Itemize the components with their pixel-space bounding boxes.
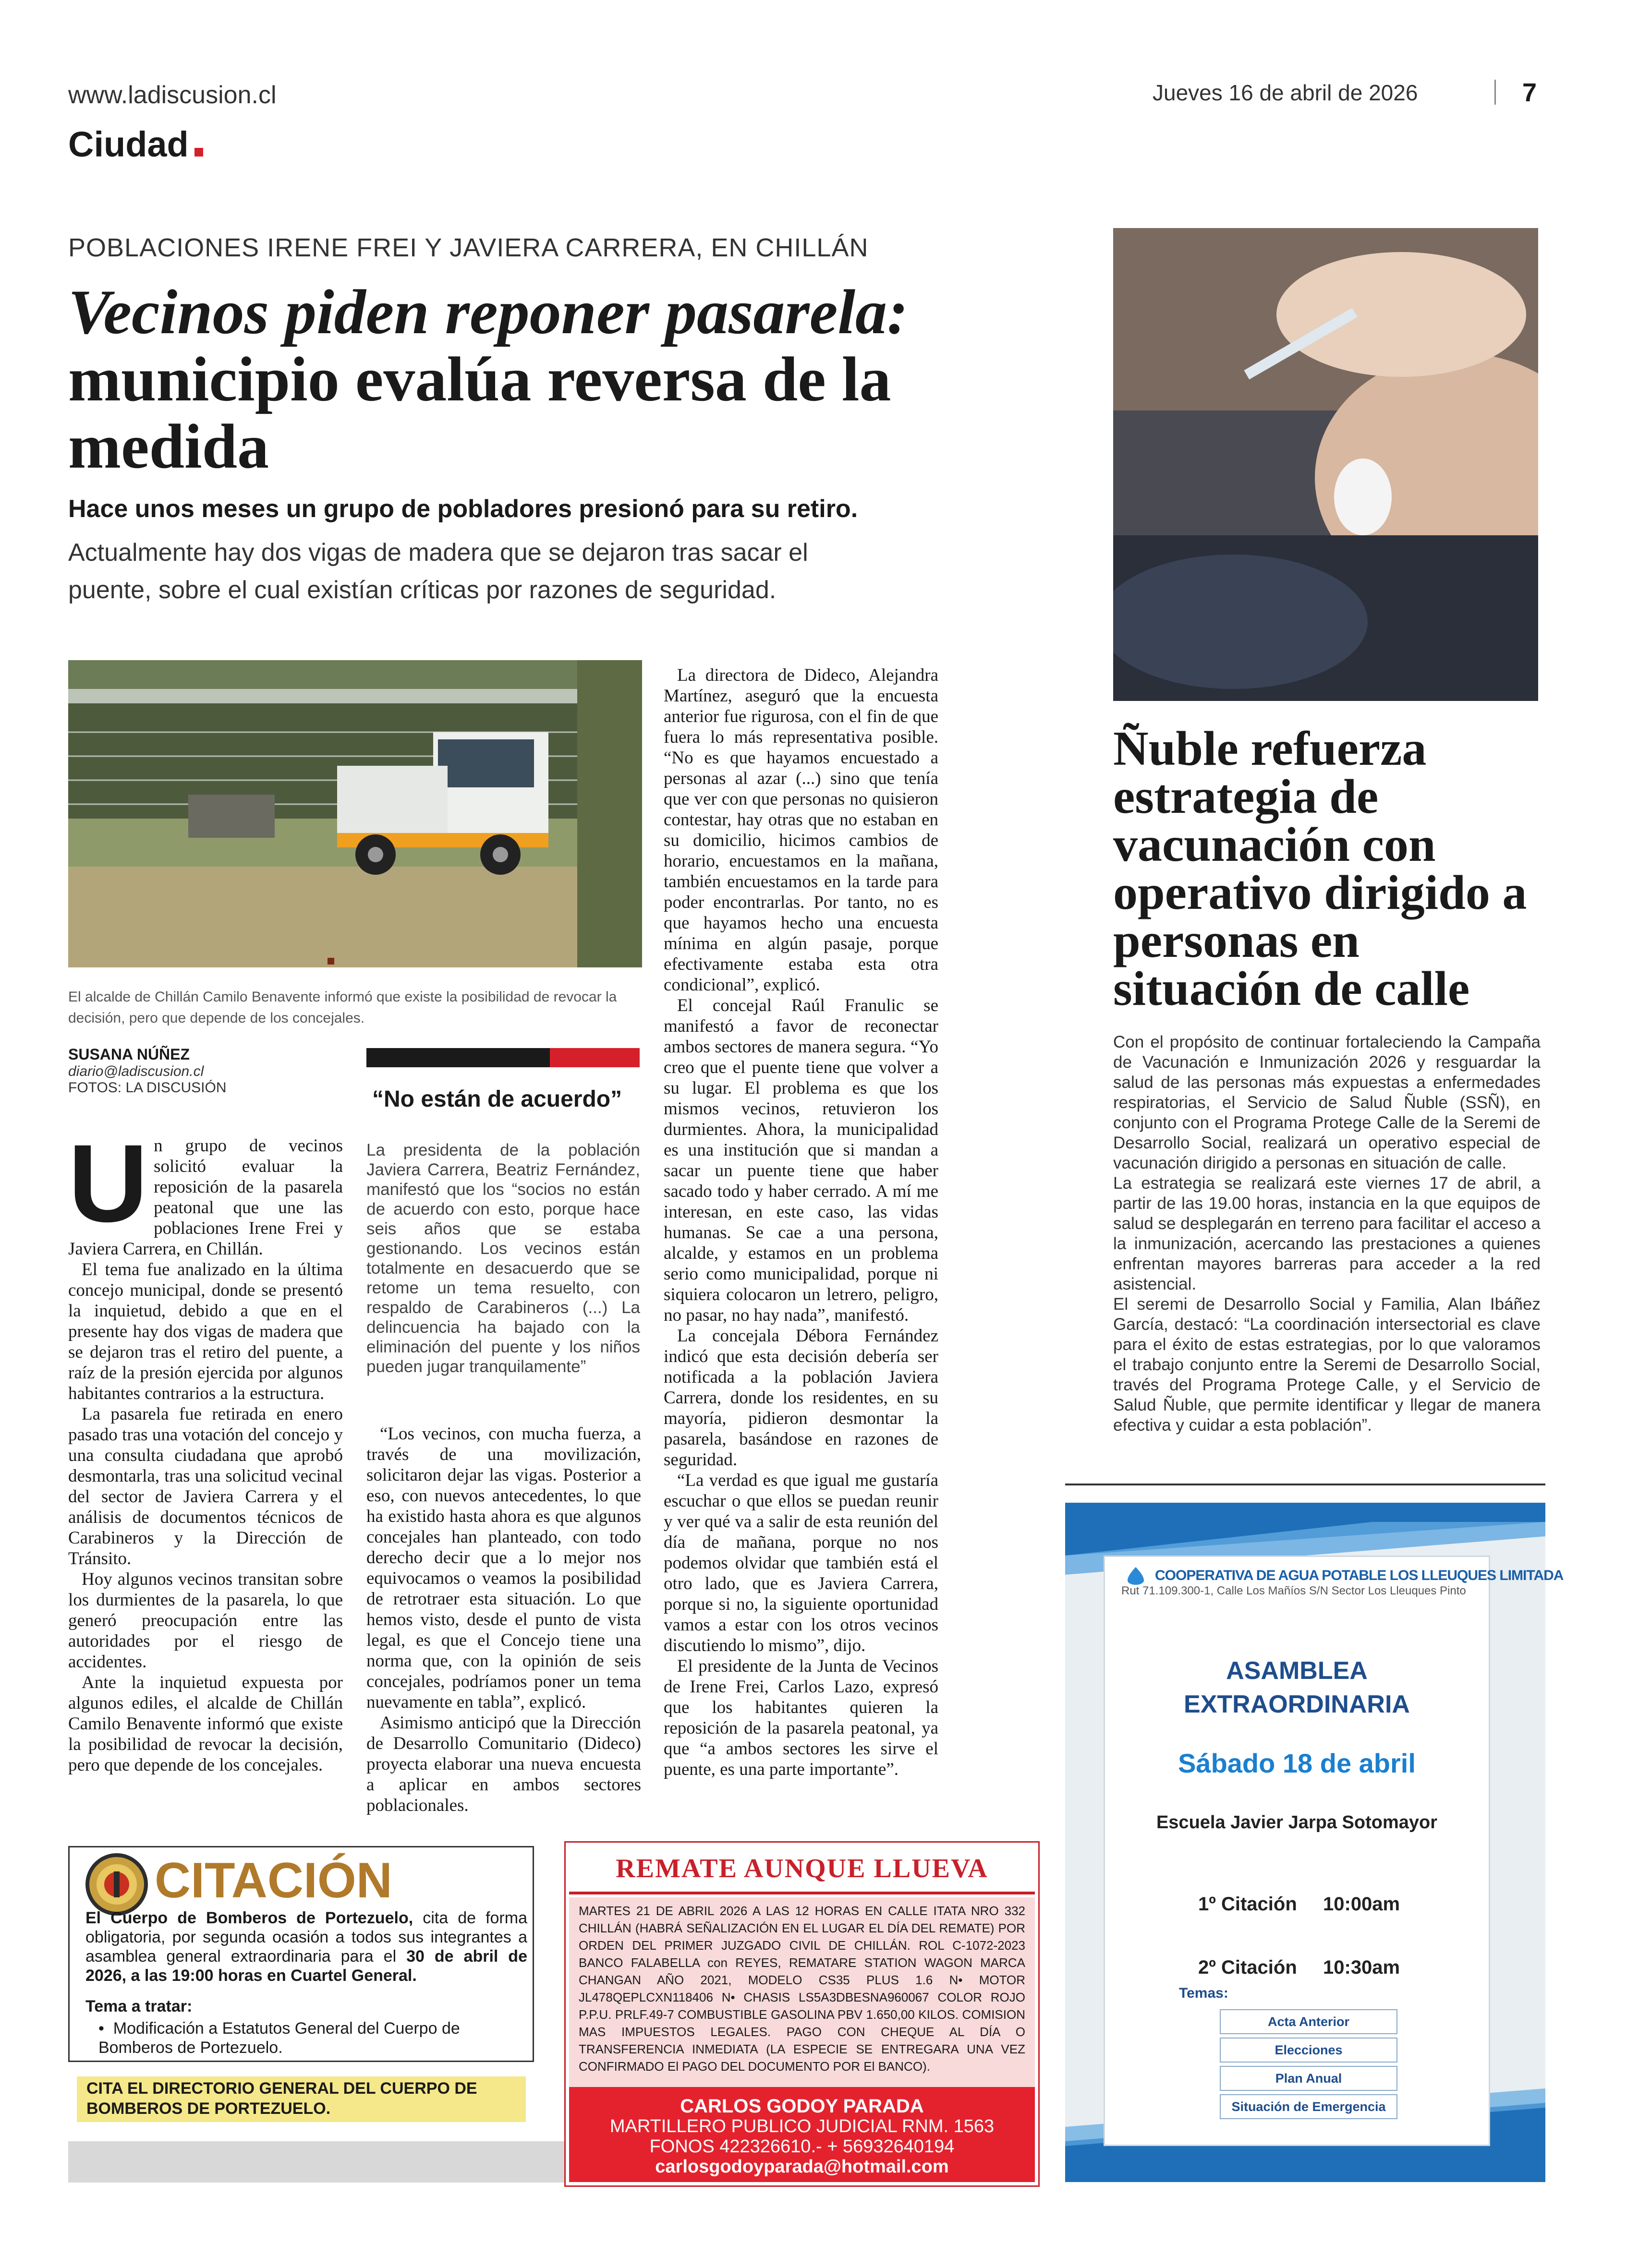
paragraph: “La verdad es que igual me gustaría escuchar o que ellos se puedan reunir y ver qué va a salir de esta reunión del día de mañana, porque no nos podemos olvidar que también está el otro lado, que es Javiera Carrera, porque si no, la siguiente oportunidad vamos a estar con los otros vecinos discutiendo lo mismo”, dijo. bbox=[664, 1471, 938, 1655]
assembly-title-2: EXTRAORDINARIA bbox=[1184, 1690, 1410, 1718]
citation-body: cita de forma obligatoria, por segunda ocasión a todos sus integrantes a asamblea general extraordinaria para el bbox=[85, 1909, 527, 1966]
headline-italic: Vecinos piden reponer pasarela: bbox=[68, 277, 908, 347]
tema-item: Plan Anual bbox=[1220, 2066, 1397, 2091]
auction-rule bbox=[569, 1892, 1035, 1894]
paragraph: Ante la inquietud expuesta por algunos ediles, el alcalde de Chillán Camilo Benavente informó que existe la posibilidad de revocar la decisión, pero que depende de los concejales. bbox=[68, 1673, 343, 1775]
citation-2-time: 10:30am bbox=[1323, 1957, 1400, 1978]
citation-footer: CITA EL DIRECTORIO GENERAL DEL CUERPO DE BOMBEROS DE PORTEZUELO. bbox=[77, 2076, 526, 2122]
citation-date: 30 de abril de 2026, a las 19:00 horas en Cuartel General. bbox=[85, 1947, 527, 1985]
paragraph: La pasarela fue retirada en enero pasado tras una votación del concejo y una consulta ciudadana que aprobó desmontarla, tras una solicitud vecinal del sector de Javiera Carrera y el análisis de documentos técnicos de Carabineros y la Dirección de Tránsito. bbox=[68, 1404, 343, 1568]
temas-label: Temas: bbox=[1179, 1985, 1228, 2001]
truck-scene-image bbox=[68, 660, 642, 967]
auction-text: MARTES 21 DE ABRIL 2026 A LAS 12 HORAS EN CALLE ITATA NRO 332 CHILLÁN (HABRÁ SEÑALIZACIÓN EN EL LUGAR EL DÍA DEL REMATE) POR ORDEN DEL PRIMER JUZGADO CIVIL DE CHILLÁN. ROL C-1072-2023 BANCO FALABELLA con REYES, REMATARE STATION WAGON MARCA CHANGAN AÑO 2021, MODELO CS35 PLUS 1.6 N• MOTOR JL478QEPLCXN118406 N• CHASIS LS5A3DBESNA960067 COLOR ROJO P.P.U. PRLF.49-7 COMBUSTIBLE GASOLINA PBV 1.650,00 KILOS. COMISION MAS IMPUESTOS LEGALES. PAGO CON CHEQUE AL DÍA O TRANSFERENCIA INMEDIATA (LA ESPECIE SE ENTREGARA UNA VEZ CONFIRMADO El PAGO DEL DOCUMENTO POR El BANCO). bbox=[579, 1904, 1025, 2074]
paragraph: “Los vecinos, con mucha fuerza, a través de una movilización, solicitaron dejar las vigas. Posterior a eso, con nuevos antecedentes, lo que ha existido hasta ahora es que algunos concejales han planteado, con todo derecho decir que a lo mejor nos equivocamos o veamos la posibilidad de retrotraer esta situación. Lo que hemos visto, desde el punto de vista legal, es que el Concejo tiene una norma que, con la opinión de seis concejales, podríamos poner un tema nuevamente en tabla”, explicó. bbox=[366, 1424, 641, 1712]
blank-ad-space bbox=[68, 2141, 568, 2183]
article-column-2 bbox=[366, 1424, 641, 1816]
citation-1-time: 10:00am bbox=[1323, 1894, 1400, 1915]
article-lead-bold: Hace unos meses un grupo de pobladores presionó para su retiro. bbox=[68, 495, 858, 523]
paragraph: El concejal Raúl Franulic se manifestó a favor de reconectar ambos sectores de manera segura. “Yo creo que el puente tiene que volver a su lugar. El problema es que los mismos vecinos, retuvieron los durmientes. Ahora, la municipalidad es una institución que si mandan a sacar un puente tiene que haber sacado todo y haber cerrado. A mí me interesan, en este caso, las vidas humanas. Se cae a una persona, alcalde, y estamos en un problema serio como municipalidad, porque ni siquiera colocaron un letrero, peligro, no pasar, no hay nada”, manifestó. bbox=[664, 996, 938, 1325]
bullet-icon: • bbox=[98, 2019, 113, 2038]
citation-1-label: 1º Citación bbox=[1198, 1894, 1297, 1915]
paragraph: Con el propósito de continuar fortaleciendo la Campaña de Vacunación e Inmunización 2026 y resguardar la salud de las personas más expuestas a enfermedades respiratorias, el Servicio de Salud Ñuble (SSÑ), en conjunto con el Programa Protege Calle de la Seremi de Desarrollo Social, realizará un operativo especial de vacunación dirigido a personas en situación de calle. bbox=[1113, 1033, 1541, 1172]
paragraph: El tema fue analizado en la última concejo municipal, donde se presentó la inquietud, debido a que en el presente hay dos vigas de madera que se dejaron tras el retiro del puente, a raíz de la presión ejercida por algunos habitantes contrarios a la estructura. bbox=[68, 1260, 343, 1403]
auctioneer-email[interactable]: carlosgodoyparada@hotmail.com bbox=[655, 2157, 949, 2177]
vaccine-headline: Ñuble refuerza estrategia de vacunación con operativo dirigido a personas en situación de calle bbox=[1113, 722, 1527, 1016]
header-divider bbox=[1494, 80, 1496, 105]
article-photo bbox=[68, 660, 642, 967]
auctioneer-role: MARTILLERO PUBLICO JUDICIAL RNM. 1563 bbox=[609, 2116, 995, 2136]
vaccination-image bbox=[1113, 228, 1538, 701]
coop-address: Rut 71.109.300-1, Calle Los Mañíos S/N Sector Los Lleuques Pinto bbox=[1121, 1584, 1466, 1597]
auction-title: REMATE AUNQUE LLUEVA bbox=[616, 1854, 988, 1883]
article-headline bbox=[68, 278, 1038, 480]
paragraph: El presidente de la Junta de Vecinos de Irene Frei, Carlos Lazo, expresó que los habitantes quieren la reposición de la pasarela peatonal, ya que “a ambos sectores les sirve el puente, es una parte importante”. bbox=[664, 1656, 938, 1779]
tema-item: Elecciones bbox=[1220, 2038, 1397, 2063]
article-lead: Actualmente hay dos vigas de madera que se dejaron tras sacar el puente, sobre el cual existían críticas por razones de seguridad. bbox=[68, 539, 808, 604]
photo-caption: El alcalde de Chillán Camilo Benavente informó que existe la posibilidad de revocar la decisión, pero que depende de los concejales. bbox=[68, 989, 617, 1026]
tema-item: Acta Anterior bbox=[1220, 2009, 1397, 2034]
sidebox-text: La presidenta de la población Javiera Carrera, Beatriz Fernández, manifestó que los “socios no están de acuerdo con esto, porque hace seis años que se estaba gestionando. Los vecinos están totalmente en desacuerdo que se retome un tema resuelto, con respaldo de Carabineros (...) La delincuencia ha bajado con la eliminación del puente y los niños pueden jugar tranquilamente” bbox=[366, 1141, 640, 1376]
firefighters-seal-icon bbox=[85, 1853, 148, 1916]
water-drop-icon bbox=[1124, 1566, 1148, 1585]
assembly-date: Sábado 18 de abril bbox=[1178, 1748, 1416, 1778]
section-label: Ciudad bbox=[68, 124, 189, 164]
page-number: 7 bbox=[1522, 78, 1537, 107]
issue-date: Jueves 16 de abril de 2026 bbox=[1153, 80, 1418, 105]
paragraph: La concejala Débora Fernández indicó que esta decisión debería ser notificada a la población Javiera Carrera, donde los residentes, en su mayoría, pidieron desmontar la pasarela, basándose en razones de seguridad. bbox=[664, 1326, 938, 1470]
article-kicker: POBLACIONES IRENE FREI Y JAVIERA CARRERA, EN CHILLÁN bbox=[68, 233, 869, 262]
citation-item bbox=[98, 2019, 523, 2057]
site-url[interactable]: www.ladiscusion.cl bbox=[68, 81, 277, 109]
dropcap: U bbox=[68, 1122, 148, 1245]
author-email[interactable]: diario@ladiscusion.cl bbox=[68, 1063, 204, 1079]
section-title bbox=[68, 124, 203, 165]
auctioneer-phone: FONOS 422326610.- + 56932640194 bbox=[649, 2136, 955, 2157]
tema-item: Situación de Emergencia bbox=[1220, 2094, 1397, 2119]
citation-item-text: Modificación a Estatutos General del Cuerpo de Bomberos de Portezuelo. bbox=[98, 2019, 460, 2057]
divider bbox=[1065, 1484, 1545, 1485]
vaccine-body bbox=[1113, 1032, 1541, 1436]
vaccine-photo bbox=[1113, 228, 1538, 701]
sidebox-bar bbox=[366, 1048, 550, 1067]
byline bbox=[68, 1046, 308, 1096]
sidebox-bar-accent bbox=[550, 1048, 640, 1067]
headline-rest: municipio evalúa reversa de la medida bbox=[68, 344, 891, 482]
author-name: SUSANA NÚÑEZ bbox=[68, 1046, 190, 1063]
citation-temas-label: Tema a tratar: bbox=[85, 1997, 193, 2015]
sidebox-title: “No están de acuerdo” bbox=[372, 1086, 622, 1112]
citation-2-label: 2º Citación bbox=[1198, 1957, 1297, 1978]
section-dot-icon bbox=[194, 148, 203, 157]
paragraph: La estrategia se realizará este viernes 17 de abril, a partir de las 19.00 horas, instancia en la que equipos de salud se desplegarán en terreno para facilitar el acceso a la inmunización, acercando las prestaciones a quienes enfrentan mayores barreras para acceder a la red asistencial. bbox=[1113, 1174, 1541, 1293]
article-column-3 bbox=[664, 665, 938, 1780]
paragraph: El seremi de Desarrollo Social y Familia, Alan Ibáñez García, destacó: “La coordinación intersectorial es clave para el éxito de estas estrategias, por lo que valoramos el trabajo conjunto entre la Seremi de Desarrollo Social, través del Programa Protege Calle, y el Servicio de Salud Ñuble, que permite identificar y llegar de manera efectiva y cuidar a esta población”. bbox=[1113, 1295, 1541, 1435]
paragraph: Hoy algunos vecinos transitan sobre los durmientes de la pasarela, lo que generó preocupación entre las autoridades por el riesgo de accidentes. bbox=[68, 1569, 343, 1672]
assembly-place: Escuela Javier Jarpa Sotomayor bbox=[1156, 1812, 1438, 1833]
paragraph: Asimismo anticipó que la Dirección de Desarrollo Comunitario (Dideco) proyecta elaborar una nueva encuesta a aplicar en ambos sectores poblacionales. bbox=[366, 1713, 641, 1815]
coop-name: COOPERATIVA DE AGUA POTABLE LOS LLEUQUES LIMITADA bbox=[1155, 1568, 1564, 1583]
citation-text bbox=[85, 1908, 527, 1985]
citation-org: El Cuerpo de Bomberos de Portezuelo, bbox=[85, 1909, 413, 1927]
paragraph: n grupo de vecinos solicitó evaluar la reposición de la pasarela peatonal que une las poblaciones Irene Frei y Javiera Carrera, en Chillán. bbox=[68, 1136, 343, 1259]
article-column-1 bbox=[68, 1122, 343, 1775]
paragraph: La directora de Dideco, Alejandra Martínez, aseguró que la encuesta anterior fue rigurosa, con el fin de que fuera lo más representativa posible. “No es que hayamos encuestado a personas al azar (...) sino que tenía que ver con que personas no quisieron contestar, hay otras que no estaban en su domicilio, hicimos cambios de horario, encuestamos en la mañana, también encuestamos en la tarde para poder encontrarlas. Por tanto, no es que hayamos hecho una encuesta mínima en algún pasaje, porque efectivamente estaba esta otra condicional”, explicó. bbox=[664, 665, 938, 995]
photo-credit: FOTOS: LA DISCUSIÓN bbox=[68, 1080, 227, 1096]
citation-title: CITACIÓN bbox=[155, 1853, 392, 1908]
assembly-title-1: ASAMBLEA bbox=[1226, 1657, 1368, 1685]
auctioneer-name: CARLOS GODOY PARADA bbox=[680, 2096, 924, 2117]
